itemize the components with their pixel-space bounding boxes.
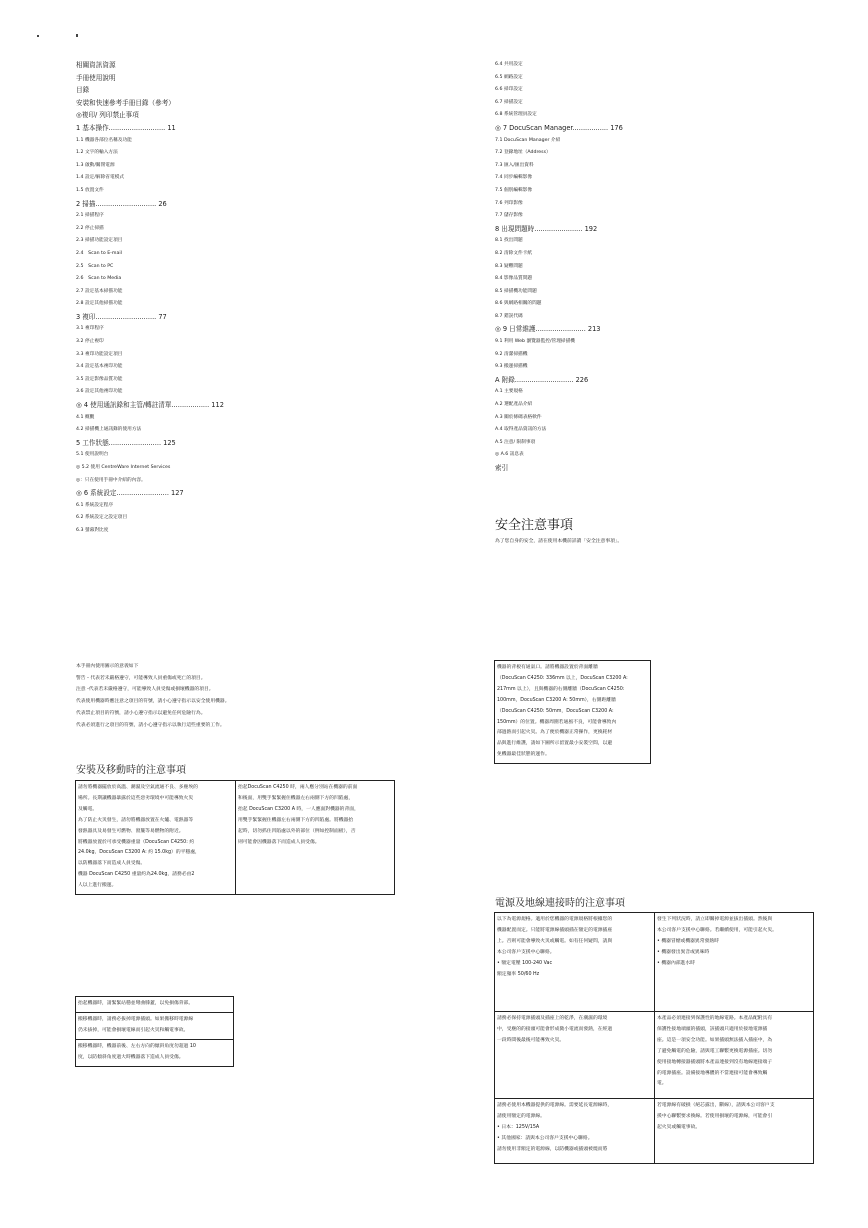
symbol-legend: [76, 661, 230, 731]
text-line: 上。否則可能會導致火災或觸電。如有任何疑問，請與: [497, 938, 613, 944]
text-line: 本產品必須連接到保護性的地線電路。本產品配附具有: [657, 1016, 773, 1021]
text-line: 和後面，用雙手緊緊握住機器左右兩側下方的凹陷處，: [238, 795, 354, 801]
toc-entry: 5.1 使用說明台: [76, 452, 109, 458]
text-line: 本公司客戶支援中心聯絡。: [497, 949, 555, 955]
toc-entry: 1 基本操作........................... 11: [76, 123, 176, 132]
toc-entry: 1.4 設定/解除省電模式: [76, 175, 125, 181]
toc-entry: 2.7 設定基本掃描功能: [76, 288, 123, 294]
scan-speck: [37, 35, 39, 37]
text-line: 將機器放置於可承受機器重量（DocuScan C4250: 約: [78, 839, 195, 845]
moving-cell: [76, 1012, 234, 1039]
elec-cord-cell: [495, 1099, 655, 1164]
legend-line: 本手冊內使用圖示的意義如下: [76, 664, 139, 669]
text-line: • 其他國家：請與本公司客戶支援中心聯絡。: [497, 1135, 593, 1141]
text-line: • 額定電壓 100-240 Vac: [497, 960, 553, 966]
toc-entry: 8 出現問題時....................... 192: [495, 224, 598, 233]
toc-entry: 8.5 掃描機功能問題: [495, 288, 537, 294]
text-line: 起火災或觸電事故。: [657, 1124, 701, 1130]
toc-entry: 3.5 設定影像品質功能: [76, 376, 123, 382]
text-line: 搬移機器時，請務必拔掉電源插頭。如果搬移時電源線: [78, 1016, 194, 1022]
legend-line: 警告 - 代表若未嚴格遵守，可能導致人員重傷或死亡的項目。: [76, 675, 206, 681]
toc-entry: A.4 取得產品資訊的方法: [495, 427, 547, 433]
toc-entry: 3 複印............................. 77: [76, 312, 167, 321]
toc-entry: 索引: [495, 464, 509, 472]
toc-entry: 3.3 複印功能設定項目: [76, 351, 123, 357]
text-line: • 機器發出異音或異味時: [657, 949, 710, 955]
toc-left-column: [76, 59, 224, 538]
toc-entry: 2.4 Scan to E-mail: [76, 250, 122, 256]
safety-intro: 為了您自身的安全，請在使用本機前詳讀「安全注意事項」。: [495, 539, 623, 544]
text-line: 本公司客戶支援中心聯絡。若繼續使用，可能引起火災。: [657, 927, 777, 933]
text-line: 以防機器落下而造成人員受傷。: [78, 861, 146, 867]
toc-entry: 8.7 錯誤代碼: [495, 313, 523, 319]
toc-entry: 6.4 共用設定: [495, 62, 523, 67]
ventilation-cell: [495, 661, 651, 764]
toc-entry: 2.1 掃描程序: [76, 213, 104, 219]
toc-entry: ◎ A.6 訊息表: [495, 452, 524, 458]
text-line: 機器 DocuScan C4250 重量約為24.0kg，請務必由2: [78, 872, 195, 878]
text-line: 機器配置而定。只能將電源線插頭插在額定的電源插座: [497, 927, 613, 933]
text-line: 援中心聯繫要求換線。若使用損壞的電源線，可能會引: [657, 1113, 773, 1119]
elec-emergency-cell: [655, 913, 814, 1012]
legend-line: 代表使用機器時應注意之項目的符號，請小心遵守指示以安全使用機器。: [76, 699, 230, 705]
toc-entry: 9.1 利用 Web 瀏覽器監控/管理掃描機: [495, 339, 575, 345]
text-line: 免機器最佳狀態的運作。: [497, 752, 550, 758]
toc-entry: 6.6 掃印設定: [495, 87, 523, 93]
text-line: • 日本：125V/15A: [497, 1124, 540, 1130]
toc-entry: 8.1 找出問題: [495, 238, 523, 244]
text-line: 請使用額定的電源線。: [497, 1113, 545, 1119]
toc-entry: 2.8 設定其他掃描功能: [76, 301, 123, 307]
toc-entry: 3.4 設定基本複印功能: [76, 364, 123, 370]
toc-entry: ◎ 6 系統設定......................... 127: [76, 489, 184, 498]
toc-entry: 6.7 掃描設定: [495, 99, 523, 105]
toc-entry: A.1 主要規格: [495, 389, 523, 395]
toc-entry: 8.3 疑難問題: [495, 263, 523, 269]
toc-entry: 5 工作狀態......................... 125: [76, 438, 176, 447]
scan-speck: [76, 34, 78, 37]
text-line: 部過熱而引起火災。為了便於機器正常操作，更換耗材: [497, 730, 613, 736]
toc-entry: 2.3 掃描功能設定項目: [76, 238, 123, 244]
text-line: 電。: [657, 1081, 667, 1087]
elec-damaged-cord-cell: [655, 1099, 814, 1164]
install-table: [75, 780, 395, 895]
text-line: 發生下列狀況時，請立即關掉電源並拔出插頭。然後與: [657, 917, 773, 922]
electrical-title: 電源及地線連接時的注意事項: [495, 898, 625, 909]
toc-entry: 1.1 機器各部位名稱及功能: [76, 137, 132, 143]
text-line: 使用接地轉接器插頭將本產品連接到沒有地線連接端子: [657, 1059, 773, 1065]
toc-right-column: [495, 59, 623, 475]
text-line: 品與進行維護，請如下圖所示留置最小安裝空間，以避: [497, 741, 613, 747]
text-line: 額定頻率 50/60 Hz: [497, 971, 540, 977]
text-line: 100mm，DocuScan C3200 A: 50mm），右側距離牆: [497, 697, 616, 703]
text-line: （DocuScan C4250: 336mm 以上，DocuScan C3200 A:: [497, 675, 628, 681]
text-line: 則可能會因機器落下而造成人員受傷。: [238, 839, 320, 845]
toc-entry: 7.6 列印影像: [495, 200, 523, 206]
toc-entry: A.2 選配產品介紹: [495, 402, 533, 408]
legend-line: 注意 -代表若未嚴格遵守，可能導致人員受傷或損壞機器的項目。: [76, 687, 214, 693]
toc-entry: 8.6 與網路相關的問題: [495, 301, 542, 307]
text-line: 請務必使用本機器提供的電源線。需要延長電源線時，: [497, 1103, 613, 1108]
text-line: 請勿將機器擺放於高溫、潮濕及空氣流通不良、多塵埃的: [78, 785, 198, 790]
toc-entry: 手冊使用說明: [76, 73, 116, 82]
toc-entry: ◎ 7 DocuScan Manager................. 176: [495, 123, 623, 132]
toc-entry: 目錄: [76, 86, 90, 95]
legend-line: 代表禁止項目的符號，請小心遵守指示以避免任何危險行為。: [76, 710, 206, 716]
install-left-cell: [76, 781, 236, 895]
toc-entry: 2 掃描............................. 26: [76, 199, 167, 208]
text-line: 度，以防傾斜角度過大時機器落下造成人員受傷。: [78, 1054, 184, 1060]
toc-entry: 7.5 個別編輯影像: [495, 187, 533, 193]
toc-entry: 8.2 清除文件卡紙: [495, 250, 533, 256]
toc-entry: A.3 關於條碼表格軟件: [495, 414, 542, 420]
toc-entry: 4.2 掃描機上通訊錄的使用方法: [76, 427, 142, 433]
text-line: 座。這是一項安全功能。如果插頭無法插入插座中，為: [657, 1037, 773, 1043]
text-line: 217mm 以上），且與機器的右側離牆（DocuScan C4250:: [497, 686, 625, 692]
text-line: 以下為電源規格。適用於您機器的電源規格將根據您的: [497, 917, 613, 922]
text-line: 24.0kg，DocuScan C3200 A: 約 15.0kg）的平穩處，: [78, 850, 200, 856]
text-line: 請務必保持電源插頭及插座上的乾淨，在潮濕的環境: [497, 1016, 608, 1021]
text-line: • 機器內部進水時: [657, 960, 695, 966]
text-line: 用雙手緊緊握住機器左右兩側下方的凹陷處。將機器抬: [238, 817, 354, 823]
text-line: 保護性接地端頭的插頭，該插頭只適用於接地電源插: [657, 1026, 768, 1032]
moving-table: [75, 996, 234, 1067]
text-line: 了避免觸電的危險，請與電工聯繫更換電源插座。切勿: [657, 1048, 773, 1054]
toc-entry: ◎：只在使用手冊中介紹的內容。: [76, 477, 146, 483]
text-line: 仍未拔掉，可能會損壞電線而引起火災和觸電事故。: [78, 1027, 189, 1033]
toc-entry: 7.1 DocuScan Manager 介紹: [495, 137, 561, 143]
install-right-cell: [236, 781, 395, 895]
text-line: 機器的背板有通氣口。請將機器設置於背面離牆: [497, 665, 598, 670]
text-line: 一段時間後最後可能導致火災。: [497, 1037, 565, 1043]
toc-entry: 安裝和快速參考手冊目錄（參考）: [76, 98, 175, 107]
text-line: 若電源線有破損（絕芯露出，斷線），請與本公司客戶支: [657, 1103, 775, 1108]
moving-cell: [76, 997, 234, 1013]
toc-entry: 3.2 停止複印: [76, 339, 104, 345]
toc-entry: ◎ 4 使用通訊錄和主管/轉註清單.................. 112: [76, 401, 224, 410]
legend-line: 代表必須進行之項目的符號，請小心遵守指示以執行這些重要的工作。: [76, 722, 225, 728]
toc-entry: 9.3 搬運掃描機: [495, 364, 528, 370]
toc-entry: A 附錄............................ 226: [495, 375, 589, 384]
text-line: 抬起機器時，請緊緊站穩並彎曲膝蓋，以免損傷背部。: [78, 1001, 194, 1006]
text-line: 發熱器具及易發生可燃物、窗簾等易燃物的附近。: [78, 828, 184, 834]
toc-entry: 2.2 停止掃描: [76, 225, 104, 231]
toc-entry: 7.4 同步編輯影像: [495, 175, 533, 181]
text-line: 場所。長期讓機器暴露於這些惡劣環境中可能導致火災: [78, 795, 194, 801]
toc-entry: 4.1 概觀: [76, 414, 95, 420]
toc-entry: 7.2 登錄地址（Address）: [495, 150, 551, 156]
toc-entry: 6.5 網路設定: [495, 74, 523, 80]
toc-entry: 1.5 放置文件: [76, 187, 104, 193]
toc-entry: 2.5 Scan to PC: [76, 263, 114, 269]
toc-entry: 8.4 影像品質問題: [495, 276, 533, 282]
toc-entry: 3.1 複印程序: [76, 326, 104, 332]
toc-entry: 6.8 系統管理員設定: [495, 112, 537, 118]
toc-entry: 7.3 匯入/匯出資料: [495, 162, 534, 168]
toc-entry: 1.2 文字的輸入方法: [76, 150, 118, 156]
toc-entry: 6.2 系統設定之設定項目: [76, 515, 128, 521]
toc-entry: 2.6 Scan to Media: [76, 276, 122, 282]
text-line: 人以上進行搬運。: [78, 883, 117, 889]
text-line: 搬移機器時，機器前後、左右方向的傾斜角度勿超過 10: [78, 1043, 196, 1049]
electrical-table: [494, 912, 814, 1164]
toc-entry: ◎複印/ 列印禁止事項: [76, 111, 139, 120]
elec-plug-clean-cell: [495, 1012, 655, 1099]
text-line: 150mm）的位置。機器周圍若通風不良，可能會導致內: [497, 719, 617, 725]
ventilation-box: [494, 660, 651, 764]
install-title: 安裝及移動時的注意事項: [76, 765, 186, 776]
toc-entry: ◎ 5.2 使用 CentreWare Internet Services: [76, 465, 171, 470]
toc-entry: 9.2 清潔掃描機: [495, 351, 528, 357]
toc-entry: A.5 注意/ 限制事項: [495, 439, 536, 445]
text-line: 請勿使用非額定的電源線，以防機器或插頭被燒而將: [497, 1146, 608, 1152]
toc-entry: 1.3 啟動/關閉電源: [76, 162, 115, 168]
text-line: 的電源插座。設備接地導體的不當連接可能會導致觸: [657, 1070, 768, 1076]
text-line: （DocuScan C4250: 50mm，DocuScan C3200 A:: [497, 708, 614, 714]
text-line: 及觸電。: [78, 806, 98, 812]
elec-ground-cell: [655, 1012, 814, 1099]
text-line: • 機器冒煙或機器異常發熱時: [657, 938, 719, 944]
text-line: 抬起DocuScan C4250 時，兩人應分別站在機器的前面: [238, 785, 358, 790]
toc-entry: 相關資訊資源: [76, 61, 116, 69]
safety-title: 安全注意事項: [495, 518, 574, 533]
text-line: 起時，切勿抓住凹陷處以外的部位（例如控制面板），否: [238, 828, 356, 834]
text-line: 抬起 DocuScan C3200 A 時，一人應面對機器的背面，: [238, 806, 359, 812]
toc-entry: 7.7 儲存影像: [495, 213, 523, 219]
toc-entry: 3.6 設定其他複印功能: [76, 389, 123, 395]
moving-cell: [76, 1039, 234, 1066]
toc-entry: ◎ 9 日常維護........................ 213: [495, 325, 601, 334]
text-line: 中，受塵的的接頭可能會形成微小電流而發熱，在經過: [497, 1026, 613, 1032]
toc-entry: 6.3 螢幕對比度: [76, 527, 109, 533]
toc-entry: 6.1 系統設定程序: [76, 502, 114, 508]
elec-rated-power-cell: [495, 913, 655, 1012]
text-line: 為了防止火災發生，請勿將機器放置在火爐、電熱器等: [78, 817, 194, 823]
